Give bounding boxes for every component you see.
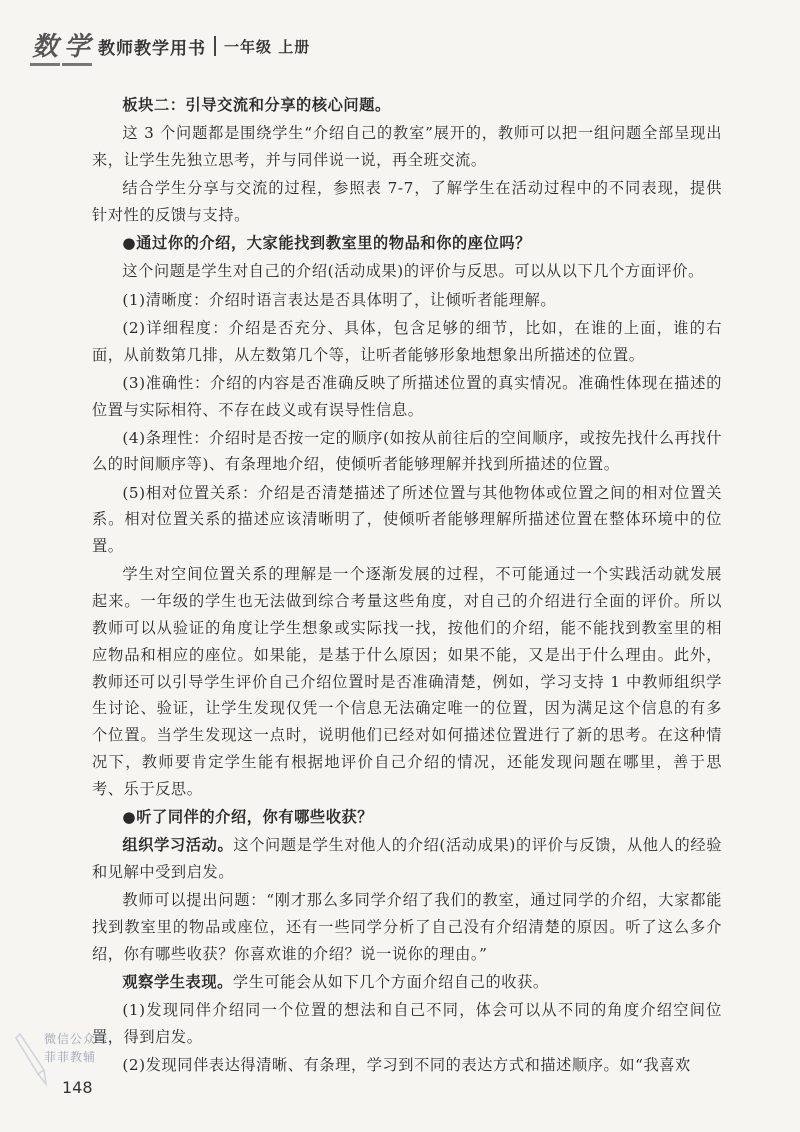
watermark-line1: 微信公众号	[44, 1032, 110, 1046]
criterion-item: (4)条理性：介绍时是否按一定的顺序(如按从前往后的空间顺序，或按先找什么再找什么的时间顺序等)、有条理地介绍，使倾听者能够理解并找到所描述的位置。	[92, 428, 722, 474]
paragraph	[92, 832, 722, 886]
section-heading: 板块二：引导交流和分享的核心问题。	[122, 96, 391, 114]
criterion-item: (1)清晰度：介绍时语言表达是否具体明了，让倾听者能理解。	[122, 290, 557, 309]
watermark	[14, 1030, 134, 1110]
question-heading: ●通过你的介绍，大家能找到教室里的物品和你的座位吗？	[122, 234, 531, 253]
logo-char-xue: 学	[62, 26, 92, 66]
page-number: 148	[62, 1078, 93, 1097]
math-logo	[30, 26, 92, 66]
org-activity-label: 组织学习活动。	[122, 836, 234, 855]
watermark-line2: 菲菲教辅	[44, 1050, 97, 1064]
paragraph	[92, 969, 722, 996]
observe-text: 学生可能会从如下几个方面介绍自己的收获。	[232, 972, 549, 991]
header-divider	[214, 36, 216, 56]
question-heading: ●听了同伴的介绍，你有哪些收获？	[122, 808, 374, 827]
harvest-item: (2)发现同伴表达得清晰、有条理，学习到不同的表达方式和描述顺序。如“我喜欢	[122, 1056, 691, 1075]
criterion-item: (5)相对位置关系：介绍是否清楚描述了所述位置与其他物体或位置之间的相对位置关系。相对位置关系的描述应该清晰明了，使倾听者能够理解所描述位置在整体环境中的位置。	[92, 483, 722, 556]
paragraph: 学生对空间位置关系的理解是一个逐渐发展的过程，不可能通过一个实践活动就发展起来。一年级的学生也无法做到综合考量这些角度，对自己的介绍进行全面的评价。所以教师可以从验证的角度让学生想象或实际找一找，按他们的介绍，能不能找到教室里的相应物品和相应的座位。如果能，是基于什么原因；如果不能，又是出于什么理由。此外，教师还可以引导学生评价自己介绍位置时是否准确清楚，例如，学习支持 1 中教师组织学生讨论、验证，让学生发现仅凭一个信息无法确定唯一的位置，因为满足这个信息的有多个位置。当学生发现这一点时，说明他们已经对如何描述位置进行了新的思考。在这种情况下，教师要肯定学生能有根据地评价自己介绍的情况，还能发现问题在哪里，善于思考、乐于反思。	[92, 565, 722, 798]
org-activity-text: 这个问题是学生对他人的介绍(活动成果)的评价与反馈，从他人的经验和见解中受到启发。	[92, 836, 722, 881]
grade-volume: 一年级 上册	[224, 37, 311, 56]
harvest-item: (1)发现同伴介绍同一个位置的想法和自己不同，体会可以从不同的角度介绍空间位置，得到启发。	[92, 1001, 722, 1046]
running-header	[30, 28, 770, 64]
paragraph: 这 3 个问题都是围绕学生“介绍自己的教室”展开的，教师可以把一组问题全部呈现出来，让学生先独立思考，并与同伴说一说，再全班交流。	[92, 124, 722, 169]
paragraph: 这个问题是学生对自己的介绍(活动成果)的评价与反思。可以从以下几个方面评价。	[122, 262, 704, 281]
observe-label: 观察学生表现。	[122, 972, 233, 991]
logo-char-shu: 数	[30, 26, 60, 66]
book-title: 教师教学用书	[98, 38, 207, 59]
paragraph: 教师可以提出问题：“刚才那么多同学介绍了我们的教室，通过同学的介绍，大家都能找到教室里的物品或座位，还有一些同学分析了自己没有介绍清楚的原因。听了这么多介绍，你有哪些收获？你喜欢谁的介绍？说一说你的理由。”	[92, 891, 722, 963]
criterion-item: (2)详细程度：介绍是否充分、具体，包含足够的细节，比如，在谁的上面，谁的右面，从前数第几排，从左数第几个等，让听者能够形象地想象出所描述的位置。	[92, 318, 722, 364]
paragraph: 结合学生分享与交流的过程，参照表 7-7，了解学生在活动过程中的不同表现，提供针对性的反馈与支持。	[92, 179, 722, 224]
criterion-item: (3)准确性：介绍的内容是否准确反映了所描述位置的真实情况。准确性体现在描述的位置与实际相符、不存在歧义或有误导性信息。	[92, 373, 722, 419]
page-body	[92, 92, 722, 1080]
